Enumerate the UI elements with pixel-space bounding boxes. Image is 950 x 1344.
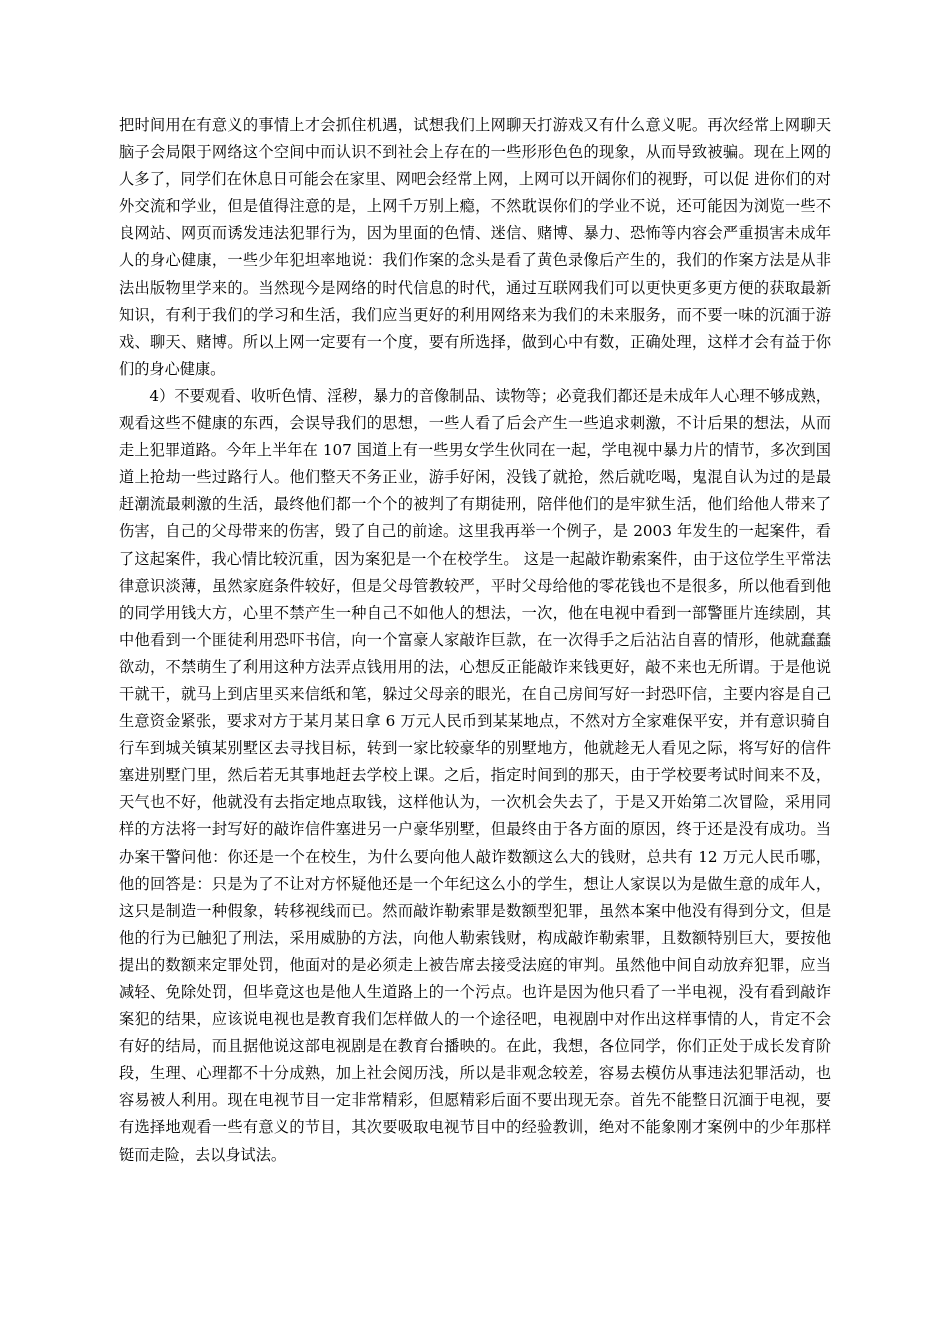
document-page: [119, 112, 831, 1169]
paragraph-continued: 把时间用在有意义的事情上才会抓住机遇，试想我们上网聊天打游戏又有什么意义呢。再次经常上网聊天脑子会局限于网络这个空间中而认识不到社会上存在的一些形形色色的现象，从而导致被骗。现在上网的人多了，同学们在休息日可能会在家里、网吧会经常上网，上网可以开阔你们的视野，可以促 进你们的对外交流和学业，但是值得注意的是，上网千万别上瘾，不然耽误你们的学业不说，还可能因为浏览一些不良网站、网页而诱发违法犯罪行为，因为里面的色情、迷信、赌博、暴力、恐怖等内容会严重损害未成年人的身心健康，一些少年犯坦率地说：我们作案的念头是看了黄色录像后产生的，我们的作案方法是从非法出版物里学来的。当然现今是网络的时代信息的时代，通过互联网我们可以更快更多更方便的获取最新知识，有利于我们的学习和生活，我们应当更好的利用网络来为我们的未来服务，而不要一味的沉湎于游戏、聊天、赌博。所以上网一定要有一个度，要有所选择，做到心中有数，正确处理，这样才会有益于你们的身心健康。: [119, 116, 831, 378]
paragraph-item-4: 4）不要观看、收听色情、淫秽，暴力的音像制品、读物等；必竟我们都还是未成年人心理不够成熟，观看这些不健康的东西，会误导我们的思想，一些人看了后会产生一些追求刺激，不计后果的想法，从而走上犯罪道路。今年上半年在 107 国道上有一些男女学生伙同在一起，学电视中暴力片的情节，多次到国道上抢劫一些过路行人。他们整天不务正业，游手好闲，没钱了就抢，然后就吃喝，鬼混自认为过的是最赶潮流最刺激的生活，最终他们都一个个的被判了有期徒刑，陪伴他们的是牢狱生活，他们给他人带来了伤害，自己的父母带来的伤害，毁了自己的前途。这里我再举一个例子，是 2003 年发生的一起案件，看了这起案件，我心情比较沉重，因为案犯是一个在校学生。 这是一起敲诈勒索案件，由于这位学生平常法律意识淡薄，虽然家庭条件较好，但是父母管教较严，平时父母给他的零花钱也不是很多，所以他看到他的同学用钱大方，心里不禁产生一种自己不如他人的想法，一次，他在电视中看到一部警匪片连续剧，其中他看到一个匪徒利用恐吓书信，向一个富豪人家敲诈巨款，在一次得手之后沾沾自喜的情形，他就蠢蠢欲动，不禁萌生了利用这种方法弄点钱用用的法，心想反正能敲诈来钱更好，敲不来也无所谓。于是他说干就干，就马上到店里买来信纸和笔，躲过父母亲的眼光，在自己房间写好一封恐吓信，主要内容是自己生意资金紧张，要求对方于某月某日拿 6 万元人民币到某某地点，不然对方全家难保平安，并有意识骑自行车到城关镇某别墅区去寻找目标，转到一家比较豪华的别墅地方，他就趁无人看见之际，将写好的信件塞进别墅门里，然后若无其事地赶去学校上课。之后，指定时间到的那天，由于学校要考试时间来不及，天气也不好，他就没有去指定地点取钱，这样他认为，一次机会失去了，于是又开始第二次冒险，采用同样的方法将一封写好的敲诈信件塞进另一户豪华别墅，但最终由于各方面的原因，终于还是没有成功。当办案干警问他：你还是一个在校生，为什么要向他人敲诈数额这么大的钱财，总共有 12 万元人民币哪，他的回答是：只是为了不让对方怀疑他还是一个年纪这么小的学生，想让人家误以为是做生意的成年人，这只是制造一种假象，转移视线而已。然而敲诈勒索罪是数额型犯罪，虽然本案中他没有得到分文，但是他的行为已触犯了刑法，采用威胁的方法，向他人勒索钱财，构成敲诈勒索罪，且数额特别巨大，要按他提出的数额来定罪处罚，他面对的是必须走上被告席去接受法庭的审判。虽然他中间自动放弃犯罪，应当减轻、免除处罚，但毕竟这也是他人生道路上的一个污点。也许是因为他只看了一半电视，没有看到敲诈案犯的结果，应该说电视也是教育我们怎样做人的一个途径吧，电视剧中对作出这样事情的人，肯定不会有好的结局，而且据他说这部电视剧是在教育台播映的。在此，我想，各位同学，你们正处于成长发育阶段，生理、心理都不十分成熟，加上社会阅历浅，所以是非观念较差，容易去模仿从事违法犯罪活动，也容易被人利用。现在电视节目一定非常精彩，但愿精彩后面不要出现无奈。首先不能整日沉湎于电视，要有选择地观看一些有意义的节目，其次要吸取电视节目中的经验教训，绝对不能象刚才案例中的少年那样铤而走险，去以身试法。: [119, 386, 831, 1164]
